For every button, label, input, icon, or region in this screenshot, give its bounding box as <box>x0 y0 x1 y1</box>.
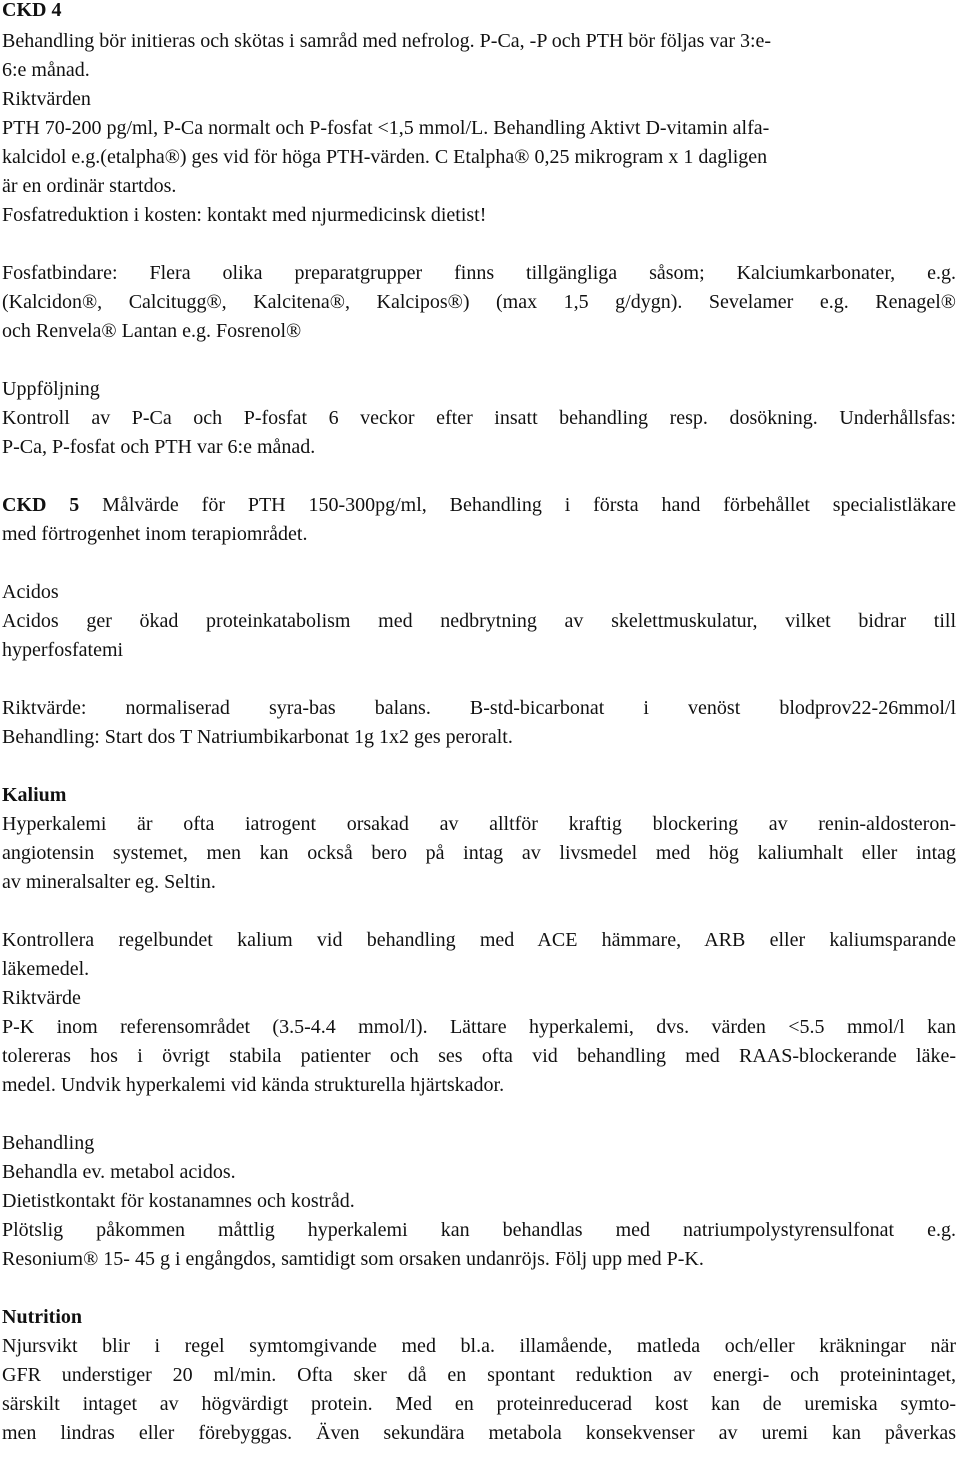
heading-ckd4: CKD 4 <box>2 0 62 21</box>
kalium-line-10: Behandling <box>2 1132 95 1154</box>
kalium-line-12: Dietistkontakt för kostanamnes och kostråd. <box>2 1190 355 1212</box>
nutrition-line-3: särskilt intaget av högvärdigt protein. Med en proteinreducerad kost kan de uremiska symto- <box>2 1393 956 1415</box>
ckd4-line-2: 6:e månad. <box>2 59 90 81</box>
heading-kalium: Kalium <box>2 784 67 806</box>
ckd4-line-5: kalcidol e.g.(etalpha®) ges vid för höga PTH-värden. C Etalpha® 0,25 mikrogram x 1 dagligen <box>2 146 768 168</box>
acidos-line-1: Acidos ger ökad proteinkatabolism med nedbrytning av skelettmuskulatur, vilket bidrar till <box>2 610 956 632</box>
ckd5-label: CKD 5 <box>2 494 80 516</box>
kalium-line-11: Behandla ev. metabol acidos. <box>2 1161 236 1183</box>
ckd5-text: Målvärde för PTH 150-300pg/ml, Behandling i första hand förbehållet specialistläkare <box>79 494 956 516</box>
ckd4-line-6: är en ordinär startdos. <box>2 175 177 197</box>
heading-acidos: Acidos <box>2 581 59 603</box>
heading-uppfoljning: Uppföljning <box>2 378 100 400</box>
kalium-line-5: läkemedel. <box>2 958 90 980</box>
kalium-line-6: Riktvärde <box>2 987 81 1009</box>
ckd4-line-3: Riktvärden <box>2 88 91 110</box>
uppfoljning-line-2: P-Ca, P-fosfat och PTH var 6:e månad. <box>2 436 316 458</box>
kalium-line-3: av mineralsalter eg. Seltin. <box>2 871 216 893</box>
ckd5-line-1 <box>2 491 956 520</box>
ckd5-line-2: med förtrogenhet inom terapiområdet. <box>2 523 308 545</box>
kalium-line-13: Plötslig påkommen måttlig hyperkalemi kan behandlas med natriumpolystyrensulfonat e.g. <box>2 1219 956 1241</box>
ckd4-line-4: PTH 70-200 pg/ml, P-Ca normalt och P-fosfat <1,5 mmol/L. Behandling Aktivt D-vitamin alfa- <box>2 117 770 139</box>
kalium-line-4: Kontrollera regelbundet kalium vid behandling med ACE hämmare, ARB eller kaliumsparande <box>2 929 956 951</box>
ckd4-line-7: Fosfatreduktion i kosten: kontakt med njurmedicinsk dietist! <box>2 204 487 226</box>
fosfat-line-3: och Renvela® Lantan e.g. Fosrenol® <box>2 320 302 342</box>
kalium-line-1: Hyperkalemi är ofta iatrogent orsakad av alltför kraftig blockering av renin-aldosteron- <box>2 813 956 835</box>
kalium-line-2: angiotensin systemet, men kan också bero på intag av livsmedel med hög kaliumhalt eller intag <box>2 842 956 864</box>
fosfat-line-2: (Kalcidon®, Calcitugg®, Kalcitena®, Kalcipos®) (max 1,5 g/dygn). Sevelamer e.g. Renagel® <box>2 291 956 313</box>
acidos-line-2: hyperfosfatemi <box>2 639 124 661</box>
acidos-line-3: Riktvärde: normaliserad syra-bas balans. B-std-bicarbonat i venöst blodprov22-26mmol/l <box>2 697 956 719</box>
kalium-line-7: P-K inom referensområdet (3.5-4.4 mmol/l). Lättare hyperkalemi, dvs. värden <5.5 mmol/l kan <box>2 1016 956 1038</box>
kalium-line-9: medel. Undvik hyperkalemi vid kända strukturella hjärtskador. <box>2 1074 505 1096</box>
kalium-line-14: Resonium® 15- 45 g i engångdos, samtidigt som orsaken undanröjs. Följ upp med P-K. <box>2 1248 704 1270</box>
fosfat-line-1: Fosfatbindare: Flera olika preparatgrupper finns tillgängliga såsom; Kalciumkarbonater, e.g. <box>2 262 956 284</box>
acidos-line-4: Behandling: Start dos T Natriumbikarbonat 1g 1x2 ges peroralt. <box>2 726 513 748</box>
nutrition-line-1: Njursvikt blir i regel symtomgivande med bl.a. illamående, matleda och/eller kräkningar när <box>2 1335 956 1357</box>
nutrition-line-2: GFR understiger 20 ml/min. Ofta sker då en spontant reduktion av energi- och proteinintaget, <box>2 1364 956 1386</box>
ckd4-line-1: Behandling bör initieras och skötas i samråd med nefrolog. P-Ca, -P och PTH bör följas var 3:e- <box>2 30 772 52</box>
heading-nutrition: Nutrition <box>2 1306 82 1328</box>
kalium-line-8: tolereras hos i övrigt stabila patienter och ses ofta vid behandling med RAAS-blockerande läke- <box>2 1045 956 1067</box>
uppfoljning-line-1: Kontroll av P-Ca och P-fosfat 6 veckor efter insatt behandling resp. dosökning. Underhållsfas: <box>2 407 956 429</box>
nutrition-line-4: men lindras eller förebyggas. Även sekundära metabola konsekvenser av uremi kan påverkas <box>2 1422 956 1444</box>
